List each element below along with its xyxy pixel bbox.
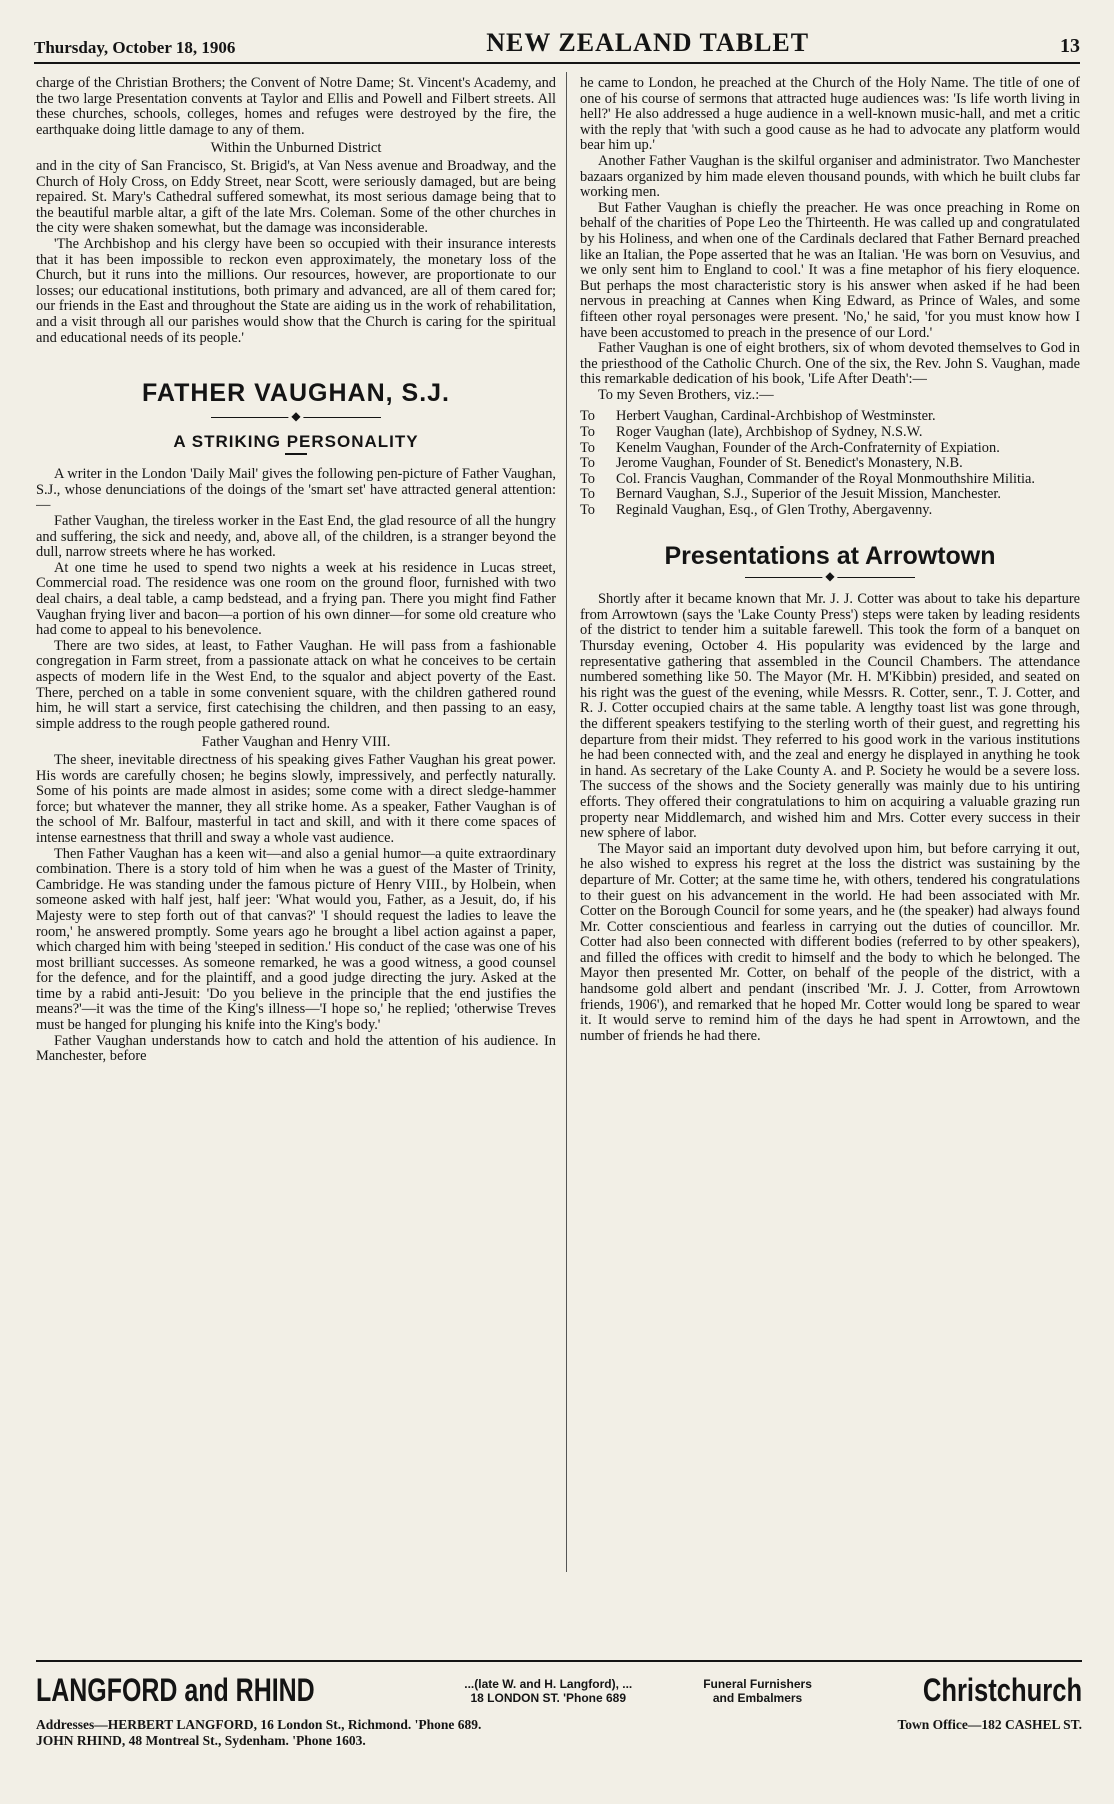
dedication-item (580, 456, 1080, 472)
page-number: 13 (1060, 35, 1080, 57)
article-headline: Presentations at Arrowtown (664, 541, 996, 570)
article-paragraph: and in the city of San Francisco, St. Brigid's, at Van Ness avenue and Broadway, and the Church of Holy Cross, on Eddy Street, near Scott, were seriously damaged, but are being repaired. St. Mary's Cathedral suffered somewhat, its most serious damage being that to the beautiful marble altar, a gift of the late Mrs. Coleman. Some of the other churches in the city were shaken somewhat, but the damage was inconsiderable. (36, 157, 556, 237)
ad-service-line: and Embalmers (712, 1690, 803, 1705)
article-paragraph: Another Father Vaughan is the skilful organiser and administrator. Two Manchester bazaars organized by him made eleven thousand pounds, with which he built clubs far working men. (580, 152, 1080, 201)
newspaper-title: NEW ZEALAND TABLET (486, 28, 810, 57)
dedication-text: Reginald Vaughan, Esq., of Glen Trothy, Abergavenny. (616, 502, 933, 519)
dedication-text: Roger Vaughan (late), Archbishop of Sydney, N.S.W. (616, 424, 923, 441)
ad-service-line: Funeral Furnishers (703, 1676, 812, 1691)
ad-address-block (36, 1717, 481, 1749)
column-divider (566, 72, 567, 1572)
ad-address-line: Addresses—HERBERT LANGFORD, 16 London St., Richmond. 'Phone 689. (36, 1717, 482, 1732)
article-headline: FATHER VAUGHAN, S.J. (142, 379, 450, 408)
ad-banner (36, 1672, 1082, 1709)
ad-address-line: JOHN RHIND, 48 Montreal St., Sydenham. 'Phone 1603. (36, 1733, 366, 1748)
ad-town-office: Town Office—182 CASHEL ST. (897, 1717, 1082, 1732)
article-paragraph: The sheer, inevitable directness of his speaking gives Father Vaughan his great power. His words are carefully chosen; he begins slowly, impressively, and perfectly naturally. Some of his points are made almost in asides; some come with a direct sledge-hammer force; but whatever the manner, they all strike home. As a speaker, Father Vaughan is of the school of Mr. Balfour, masterful in tact and skill, and with it there come spaces of intense earnestness that thrill and sway a whole vast audience. (36, 751, 556, 846)
dedication-item (580, 409, 1080, 425)
article-paragraph: The Mayor said an important duty devolved upon him, but before carrying it out, he also wished to express his regret at the loss the district was sustaining by the departure of Mr. Cotter; at the same time he, with others, tendered his congratulations to their guest on his advancement in the world. He had been associated with Mr. Cotter on the Borough Council for some years, and he (the speaker) had always found Mr. Cotter conscientious and fearless in carrying out the duties of councillor. Mr. Cotter had also been connected with different bodies (referred to by other speakers), and filled the offices with credit to himself and the body to which he belonged. The Mayor then presented Mr. Cotter, on behalf of the people of the district, with a handsome gold albert and pendant (inscribed 'Mr. J. J. Cotter, from Arrowtown friends, 1906'), and remarked that he hoped Mr. Cotter would long be spared to wear it. It would serve to remind him of the days he had spent in Arrowtown, and the number of friends he had there. (580, 840, 1080, 1044)
ad-city: Christchurch (922, 1672, 1082, 1708)
dedication-text: Jerome Vaughan, Founder of St. Benedict's Monastery, N.B. (616, 455, 963, 472)
dedication-to: To (580, 424, 595, 441)
ad-services (703, 1677, 812, 1705)
dedication-item (580, 441, 1080, 457)
dedication-item (580, 425, 1080, 441)
dedication-text: Col. Francis Vaughan, Commander of the Royal Monmouthshire Militia. (616, 470, 1036, 487)
article-paragraph: Father Vaughan is one of eight brothers, six of whom devoted themselves to God in the priesthood of the Catholic Church. One of the six, the Rev. John S. Vaughan, made this remarkable dedication of his book, 'Life After Death':— (580, 340, 1080, 388)
article-paragraph: charge of the Christian Brothers; the Convent of Notre Dame; St. Vincent's Academy, and the two large Presentation convents at Taylor and Ellis and Powell and Filbert streets. All these churches, schools, colleges, homes and refuges were destroyed by the fire, the earthquake doing little damage to any of them. (36, 76, 556, 138)
dedication-text: Bernard Vaughan, S.J., Superior of the Jesuit Mission, Manchester. (616, 486, 1002, 503)
article-paragraph: At one time he used to spend two nights a week at his residence in Lucas street, Commercial road. The residence was one room on the ground floor, furnished with two deal chairs, a deal table, a camp bedstead, and a frying pan. There you might find Father Vaughan frying liver and bacon—a portion of his own dinner—for some old creature who had come to appeal to his benevolence. (36, 559, 556, 639)
article-paragraph: Then Father Vaughan has a keen wit—and also a genial humor—a quite extraordinary combination. There is a story told of him when he was a guest of the Master of Trinity, Cambridge. He was standing under the famous picture of Henry VIII., by Holbein, when someone asked with half jest, half jeer: 'What would you, Father, as a Jesuit, do, if his Majesty were to step forth out of that canvas?' 'I should request the ladies to leave the room,' he answered promptly. Some years ago he brought a libel action against a paper, which charged him with being 'steeped in sedition.' His conduct of the case was one of his most brilliant successes. As someone remarked, he was a good witness, a good counsel for the defence, and for the plaintiff, and a good judge directing the jury. Asked at the time by a rabid anti-Jesuit: 'Do you believe in the principle that the end justifies the means?'—it was the time of the King's illness—'I hope so,' he replied; 'otherwise Treves must be hanged for plunging his knife into the King's body.' (36, 845, 556, 1034)
left-column (36, 76, 556, 1566)
article-paragraph: But Father Vaughan is chiefly the preacher. He was once preaching in Rome on behalf of the charities of Pope Leo the Thirteenth. He was called up and congratulated by his Holiness, and when one of the Cardinals declared that Father Bernard preached like an Italian, the Pope asserted that he was an Italian. 'He was born on Vesuvius, and we only sent him to England to cool.' It was a fine metaphor of his fiery eloquence. But perhaps the most characteristic story is his answer when asked if he had been nervous in preaching at Cannes when King Edward, as Prince of Wales, and some fifteen other royal personages were present. 'No,' he said, 'for you must know how I have been accustomed to preach in the presence of our Lord.' (580, 199, 1080, 341)
dedication-to: To (580, 408, 595, 425)
article-kicker: A STRIKING PERSONALITY (173, 431, 419, 451)
dedication-intro: To my Seven Brothers, viz.:— (598, 386, 774, 403)
ornament-divider: ◆ (211, 412, 381, 422)
article-paragraph: Father Vaughan, the tireless worker in the East End, the glad resource of all the hungry and suffering, the sick and needy, and, above all, of the children, is a stranger beyond the dull, narrow streets where he has worked. (36, 513, 556, 561)
ad-detail-line: 18 LONDON ST. 'Phone 689 (470, 1690, 627, 1705)
dedication-text: Herbert Vaughan, Cardinal-Archbishop of Westminster. (616, 408, 936, 425)
issue-date: Thursday, October 18, 1906 (34, 38, 236, 57)
ad-addresses (36, 1717, 1082, 1749)
dedication-item (580, 472, 1080, 488)
dedication-to: To (580, 439, 595, 456)
ad-details (464, 1677, 632, 1705)
dedication-item (580, 503, 1080, 519)
article-paragraph: he came to London, he preached at the Church of the Holy Name. The title of one of one of his course of sermons that attracted huge audiences was: 'Is life worth living in hell?' He also addressed a huge audience in a well-known music-hall, and met a critic with the reply that 'with such a good cause as he had to advocate any platform would bear him up.' (580, 76, 1080, 154)
ornament-divider: ◆ (745, 572, 915, 582)
right-column (580, 76, 1080, 1566)
ad-detail-line: ...(late W. and H. Langford), ... (464, 1676, 633, 1691)
dedication-to: To (580, 470, 595, 487)
article-paragraph: Shortly after it became known that Mr. J. J. Cotter was about to take his departure from Arrowtown (says the 'Lake County Press') steps were taken by leading residents of the district to tender him a suitable farewell. This took the form of a banquet on Thursday evening, October 4. His popularity was evidenced by the large and representative gathering that assembled in the Council Chambers. The attendance numbered something like 50. The Mayor (Mr. H. M'Kibbin) presided, and seated on his right was the guest of the evening, while Messrs. R. Cotter, senr., T. J. Cotter, and R. J. Cotter occupied chairs at the same table. A lengthy toast list was gone through, the different speakers testifying to the sterling worth of their guest, and regretting his departure from their midst. They referred to his good work in the various institutions he had been connected with, and the zeal and energy he displayed in anything he took in hand. As secretary of the Lake County A. and P. Society he would be a severe loss. The success of the shows and the Society generally was mainly due to his untiring efforts. They offered their congratulations to him on acquiring a valuable grazing run property near Middlemarch, and wished him and Mrs. Cotter every success in their new sphere of labor. (580, 591, 1080, 842)
short-divider (285, 453, 307, 455)
advertisement (36, 1660, 1082, 1784)
dedication-to: To (580, 502, 595, 519)
section-subhead: Within the Unburned District (210, 140, 382, 157)
masthead (34, 22, 1080, 64)
dedication-list (580, 409, 1080, 518)
ad-brand-name: LANGFORD and RHIND (36, 1672, 315, 1708)
dedication-text: Kenelm Vaughan, Founder of the Arch-Confraternity of Expiation. (616, 439, 1000, 456)
dedication-to: To (580, 486, 595, 503)
section-subhead: Father Vaughan and Henry VIII. (201, 734, 391, 751)
dedication-to: To (580, 455, 595, 472)
article-paragraph: There are two sides, at least, to Father Vaughan. He will pass from a fashionable congregation in Farm street, from a passionate attack on what he conceives to be certain aspects of modern life in the West End, to the squalor and abject poverty of the East. There, perched on a table in some convenient square, with the children gathered round him, he will start a service, first catechising the children, and then passing to an easy, simple address to the rough people gathered round. (36, 637, 556, 732)
article-paragraph: A writer in the London 'Daily Mail' gives the following pen-picture of Father Vaughan, S.J., whose denunciations of the doings of the 'smart set' have attracted general attention:— (36, 466, 556, 514)
dedication-item (580, 487, 1080, 503)
article-paragraph: 'The Archbishop and his clergy have been so occupied with their insurance interests that it has been impossible to reckon even approximately, the monetary loss of the Church, but it runs into the millions. Our resources, however, are proportionate to our losses; our educational institutions, both primary and advanced, are all of them cared for; our friends in the East and throughout the State are aiding us in the work of rehabilitation, and a visit through all our parishes would show that the Church is caring for the spiritual and educational needs of its people.' (36, 235, 556, 346)
article-paragraph: Father Vaughan understands how to catch and hold the attention of his audience. In Manchester, before (36, 1032, 556, 1065)
